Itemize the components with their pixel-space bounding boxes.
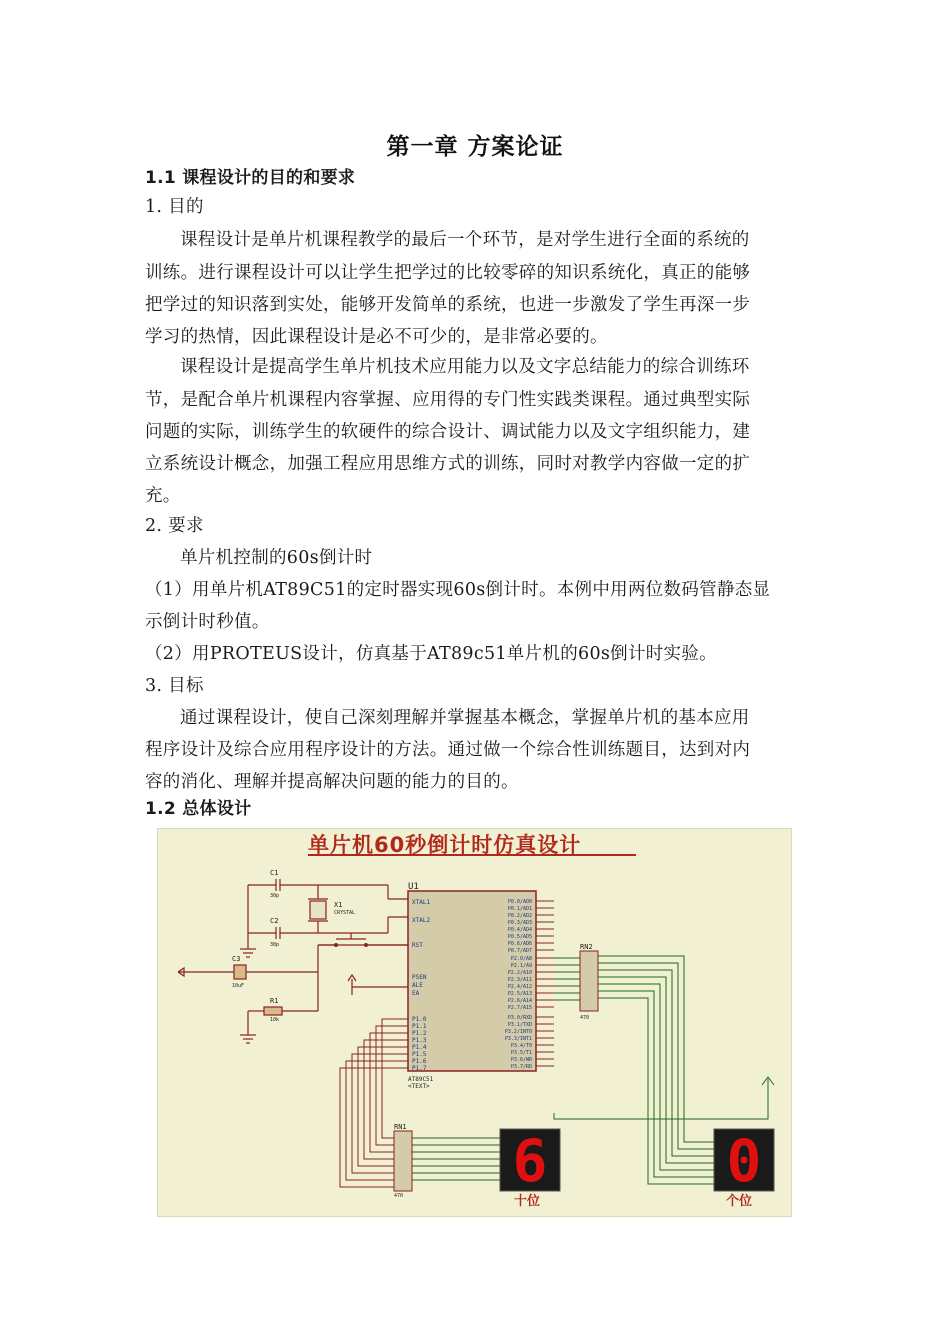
paragraph-line: 充。 [145, 486, 181, 506]
u1-pin-p1: P1.0 [412, 1016, 427, 1023]
chapter-title: 第一章 方案论证 [386, 134, 564, 160]
paragraph-line: 程序设计及综合应用程序设计的方法。通过做一个综合性训练题目，达到对内 [145, 740, 751, 760]
u1-pin-p1: P1.1 [412, 1023, 427, 1030]
x1-value: CRYSTAL [334, 910, 356, 916]
u1-pin-p3: P3.1/TXD [507, 1022, 532, 1028]
u1-pin-p3: P3.5/T1 [510, 1050, 532, 1056]
tens-label: 十位 [514, 1194, 541, 1209]
section-heading-1-1: 1.1 课程设计的目的和要求 [145, 168, 356, 188]
u1-pin-ale: ALE [412, 982, 423, 989]
u1-pin-p2: P2.1/A9 [510, 963, 532, 969]
requirement-line: （1）用单片机AT89C51的定时器实现60s倒计时。本例中用两位数码管静态显 [145, 580, 771, 600]
paragraph-line: 学习的热情，因此课程设计是必不可少的，是非常必要的。 [145, 327, 608, 347]
item-heading-goal: 3. 目标 [145, 676, 204, 696]
paragraph-line: 立系统设计概念，加强工程应用思维方式的训练，同时对教学内容做一定的扩 [145, 454, 751, 474]
paragraph-line: 课程设计是单片机课程教学的最后一个环节，是对学生进行全面的系统的 [180, 230, 750, 250]
x1-label: X1 [334, 901, 343, 909]
u1-pin-p1: P1.3 [412, 1037, 427, 1044]
u1-pin-psen: PSEN [412, 974, 427, 981]
paragraph-line: 训练。进行课程设计可以让学生把学过的比较零碎的知识系统化，真正的能够 [145, 263, 751, 283]
u1-pin-p0: P0.0/AD0 [507, 899, 532, 905]
u1-pin-p0: P0.2/AD2 [507, 913, 532, 919]
c3-label: C3 [232, 955, 241, 963]
paragraph-line: 课程设计是提高学生单片机技术应用能力以及文字总结能力的综合训练环 [180, 357, 750, 377]
u1-pin-p2: P2.2/A10 [507, 970, 532, 976]
u1-pin-p3: P3.2/INT0 [504, 1029, 532, 1035]
u1-pin-xtal1: XTAL1 [412, 899, 431, 906]
u1-pin-p2: P2.3/A11 [507, 977, 532, 983]
u1-text-tag: <TEXT> [408, 1083, 430, 1090]
u1-pin-xtal2: XTAL2 [412, 917, 431, 924]
u1-pin-rst: RST [412, 942, 423, 949]
u1-pin-p0: P0.3/AD3 [507, 920, 532, 926]
rn2-resistor-network [580, 951, 598, 1011]
c1-value: 30p [270, 893, 280, 899]
c2-label: C2 [270, 917, 279, 925]
paragraph-line: 把学过的知识落到实处，能够开发简单的系统，也进一步激发了学生再深一步 [145, 295, 751, 315]
u1-pin-p3: P3.6/WR [510, 1057, 532, 1063]
u1-pin-p1: P1.2 [412, 1030, 427, 1037]
u1-pin-p0: P0.1/AD1 [507, 906, 532, 912]
paragraph-line: 节，是配合单片机课程内容掌握、应用得的专门性实践类课程。通过典型实际 [145, 390, 751, 410]
u1-pin-p3: P3.7/RD [510, 1064, 532, 1070]
u1-part: AT89C51 [408, 1076, 434, 1083]
u1-pin-p3: P3.4/T0 [510, 1043, 532, 1049]
c1-label: C1 [270, 869, 279, 877]
u1-pin-p1: P1.6 [412, 1058, 427, 1065]
ones-digit: 0 [726, 1127, 762, 1195]
u1-pin-p3: P3.3/INT1 [504, 1036, 532, 1042]
u1-pin-p0: P0.5/AD5 [507, 934, 532, 940]
rn1-resistor-network [394, 1131, 412, 1191]
u1-pin-p0: P0.4/AD4 [507, 927, 532, 933]
u1-pin-p1: P1.5 [412, 1051, 427, 1058]
circuit-schematic [157, 828, 792, 1217]
schematic-title: 单片机60秒倒计时仿真设计 [308, 833, 582, 857]
ones-label: 个位 [726, 1194, 753, 1209]
r1-value: 10k [270, 1017, 280, 1023]
paragraph-line: 通过课程设计，使自己深刻理解并掌握基本概念，掌握单片机的基本应用 [180, 708, 750, 728]
u1-pin-p1: P1.4 [412, 1044, 427, 1051]
u1-pin-p2: P2.6/A14 [507, 998, 532, 1004]
paragraph-line: 容的消化、理解并提高解决问题的能力的目的。 [145, 772, 519, 792]
paragraph-line: 问题的实际，训练学生的软硬件的综合设计、调试能力以及文字组织能力，建 [145, 422, 751, 442]
u1-pin-p2: P2.4/A12 [507, 984, 532, 990]
c3-value: 10uF [232, 983, 245, 989]
u1-pin-p3: P3.0/RXD [507, 1015, 532, 1021]
u1-pin-p0: P0.7/AD7 [507, 948, 532, 954]
u1-label: U1 [408, 882, 419, 892]
u1-pin-p2: P2.0/A8 [510, 956, 532, 962]
requirement-intro: 单片机控制的60s倒计时 [180, 548, 373, 568]
requirement-line: 示倒计时秒值。 [145, 612, 270, 632]
u1-pin-p2: P2.7/A15 [507, 1005, 532, 1011]
schematic-drawing [158, 829, 791, 1216]
u1-pin-p2: P2.5/A13 [507, 991, 532, 997]
rn1-value: 470 [394, 1193, 404, 1199]
u1-pin-ea: EA [412, 990, 420, 997]
section-heading-1-2: 1.2 总体设计 [145, 799, 252, 819]
r1-label: R1 [270, 997, 279, 1005]
item-heading-purpose: 1. 目的 [145, 197, 204, 217]
rn2-value: 470 [580, 1015, 590, 1021]
item-heading-requirements: 2. 要求 [145, 516, 204, 536]
u1-pin-p0: P0.6/AD6 [507, 941, 532, 947]
c2-value: 30p [270, 942, 280, 948]
rn2-label: RN2 [580, 943, 593, 951]
tens-digit: 6 [512, 1127, 548, 1195]
u1-pin-p1: P1.7 [412, 1065, 427, 1072]
requirement-line: （2）用PROTEUS设计，仿真基于AT89c51单片机的60s倒计时实验。 [145, 644, 717, 664]
rn1-label: RN1 [394, 1123, 407, 1131]
